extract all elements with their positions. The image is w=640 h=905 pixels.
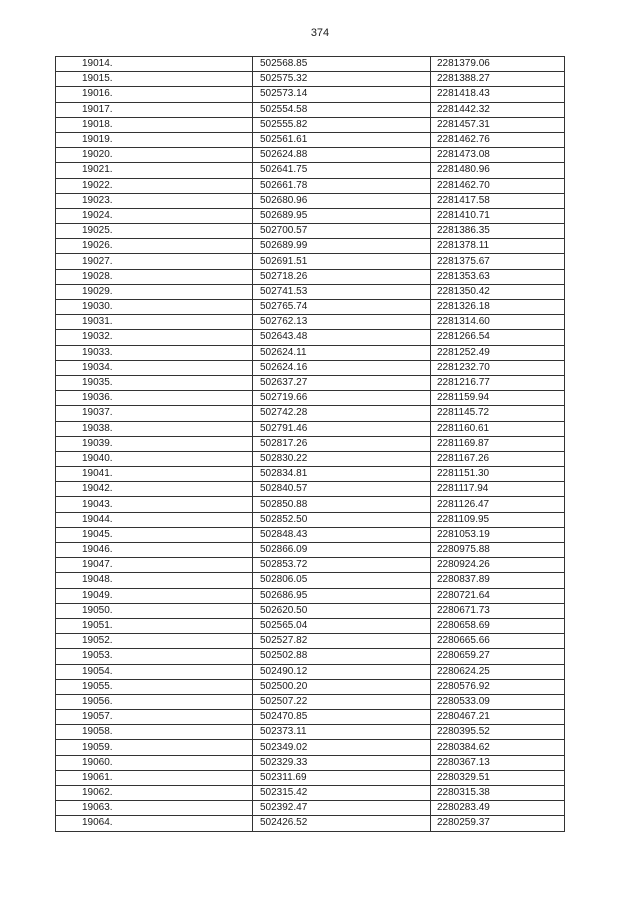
table-row [56,694,565,709]
point-number-cell: 19060. [56,755,253,770]
table-row [56,117,565,132]
y-coordinate-cell: 2281117.94 [431,482,565,497]
point-number-cell: 19043. [56,497,253,512]
x-coordinate-cell: 502490.12 [253,664,431,679]
point-number-cell: 19062. [56,786,253,801]
x-coordinate-cell: 502568.85 [253,57,431,72]
x-coordinate-cell: 502315.42 [253,786,431,801]
y-coordinate-cell: 2280259.37 [431,816,565,831]
x-coordinate-cell: 502806.05 [253,573,431,588]
point-number-cell: 19063. [56,801,253,816]
y-coordinate-cell: 2280283.49 [431,801,565,816]
table-row [56,148,565,163]
y-coordinate-cell: 2281145.72 [431,406,565,421]
point-number-cell: 19054. [56,664,253,679]
y-coordinate-cell: 2281457.31 [431,117,565,132]
coordinates-table [55,56,565,832]
x-coordinate-cell: 502661.78 [253,178,431,193]
table-row [56,816,565,831]
point-number-cell: 19016. [56,87,253,102]
x-coordinate-cell: 502565.04 [253,618,431,633]
x-coordinate-cell: 502848.43 [253,527,431,542]
y-coordinate-cell: 2281167.26 [431,451,565,466]
x-coordinate-cell: 502637.27 [253,375,431,390]
table-row [56,391,565,406]
table-row [56,72,565,87]
point-number-cell: 19026. [56,239,253,254]
point-number-cell: 19048. [56,573,253,588]
y-coordinate-cell: 2280329.51 [431,770,565,785]
y-coordinate-cell: 2280395.52 [431,725,565,740]
point-number-cell: 19024. [56,208,253,223]
y-coordinate-cell: 2280924.26 [431,558,565,573]
point-number-cell: 19037. [56,406,253,421]
point-number-cell: 19015. [56,72,253,87]
x-coordinate-cell: 502741.53 [253,284,431,299]
point-number-cell: 19047. [56,558,253,573]
y-coordinate-cell: 2281480.96 [431,163,565,178]
table-row [56,527,565,542]
point-number-cell: 19019. [56,132,253,147]
y-coordinate-cell: 2281232.70 [431,360,565,375]
table-row [56,603,565,618]
table-row [56,725,565,740]
y-coordinate-cell: 2281252.49 [431,345,565,360]
y-coordinate-cell: 2281053.19 [431,527,565,542]
point-number-cell: 19032. [56,330,253,345]
x-coordinate-cell: 502680.96 [253,193,431,208]
table-row [56,330,565,345]
table-row [56,208,565,223]
x-coordinate-cell: 502691.51 [253,254,431,269]
point-number-cell: 19058. [56,725,253,740]
x-coordinate-cell: 502834.81 [253,467,431,482]
x-coordinate-cell: 502689.95 [253,208,431,223]
y-coordinate-cell: 2281379.06 [431,57,565,72]
point-number-cell: 19064. [56,816,253,831]
x-coordinate-cell: 502349.02 [253,740,431,755]
table-row [56,679,565,694]
point-number-cell: 19045. [56,527,253,542]
y-coordinate-cell: 2280576.92 [431,679,565,694]
y-coordinate-cell: 2281314.60 [431,315,565,330]
y-coordinate-cell: 2280384.62 [431,740,565,755]
y-coordinate-cell: 2281266.54 [431,330,565,345]
table-row [56,132,565,147]
page-number: 374 [310,27,330,39]
table-row [56,467,565,482]
point-number-cell: 19025. [56,224,253,239]
table-row [56,755,565,770]
table-row [56,801,565,816]
x-coordinate-cell: 502575.32 [253,72,431,87]
point-number-cell: 19040. [56,451,253,466]
point-number-cell: 19052. [56,634,253,649]
y-coordinate-cell: 2281375.67 [431,254,565,269]
x-coordinate-cell: 502791.46 [253,421,431,436]
table-row [56,436,565,451]
point-number-cell: 19028. [56,269,253,284]
x-coordinate-cell: 502554.58 [253,102,431,117]
table-row [56,406,565,421]
x-coordinate-cell: 502555.82 [253,117,431,132]
y-coordinate-cell: 2281353.63 [431,269,565,284]
x-coordinate-cell: 502392.47 [253,801,431,816]
x-coordinate-cell: 502470.85 [253,710,431,725]
table-row [56,786,565,801]
x-coordinate-cell: 502620.50 [253,603,431,618]
y-coordinate-cell: 2280975.88 [431,543,565,558]
point-number-cell: 19034. [56,360,253,375]
y-coordinate-cell: 2281378.11 [431,239,565,254]
y-coordinate-cell: 2280315.38 [431,786,565,801]
y-coordinate-cell: 2281326.18 [431,300,565,315]
table-row [56,588,565,603]
x-coordinate-cell: 502852.50 [253,512,431,527]
y-coordinate-cell: 2280467.21 [431,710,565,725]
point-number-cell: 19061. [56,770,253,785]
x-coordinate-cell: 502742.28 [253,406,431,421]
point-number-cell: 19035. [56,375,253,390]
table-row [56,345,565,360]
table-row [56,482,565,497]
y-coordinate-cell: 2280671.73 [431,603,565,618]
table-row [56,512,565,527]
table-row [56,300,565,315]
x-coordinate-cell: 502527.82 [253,634,431,649]
table-row [56,193,565,208]
point-number-cell: 19020. [56,148,253,163]
point-number-cell: 19057. [56,710,253,725]
table-row [56,239,565,254]
point-number-cell: 19014. [56,57,253,72]
y-coordinate-cell: 2280658.69 [431,618,565,633]
y-coordinate-cell: 2281386.35 [431,224,565,239]
point-number-cell: 19039. [56,436,253,451]
y-coordinate-cell: 2281216.77 [431,375,565,390]
y-coordinate-cell: 2281169.87 [431,436,565,451]
x-coordinate-cell: 502700.57 [253,224,431,239]
x-coordinate-cell: 502624.11 [253,345,431,360]
table-row [56,178,565,193]
point-number-cell: 19046. [56,543,253,558]
y-coordinate-cell: 2281151.30 [431,467,565,482]
coordinates-table-body [56,57,565,832]
y-coordinate-cell: 2280721.64 [431,588,565,603]
table-row [56,57,565,72]
x-coordinate-cell: 502719.66 [253,391,431,406]
y-coordinate-cell: 2281442.32 [431,102,565,117]
x-coordinate-cell: 502624.88 [253,148,431,163]
x-coordinate-cell: 502830.22 [253,451,431,466]
table-row [56,102,565,117]
x-coordinate-cell: 502426.52 [253,816,431,831]
y-coordinate-cell: 2281417.58 [431,193,565,208]
table-row [56,163,565,178]
point-number-cell: 19059. [56,740,253,755]
table-row [56,770,565,785]
y-coordinate-cell: 2281473.08 [431,148,565,163]
y-coordinate-cell: 2281126.47 [431,497,565,512]
x-coordinate-cell: 502561.61 [253,132,431,147]
x-coordinate-cell: 502765.74 [253,300,431,315]
table-row [56,497,565,512]
y-coordinate-cell: 2280533.09 [431,694,565,709]
point-number-cell: 19022. [56,178,253,193]
x-coordinate-cell: 502311.69 [253,770,431,785]
table-row [56,360,565,375]
point-number-cell: 19033. [56,345,253,360]
point-number-cell: 19029. [56,284,253,299]
point-number-cell: 19017. [56,102,253,117]
y-coordinate-cell: 2281109.95 [431,512,565,527]
x-coordinate-cell: 502689.99 [253,239,431,254]
y-coordinate-cell: 2280624.25 [431,664,565,679]
table-row [56,87,565,102]
table-row [56,740,565,755]
x-coordinate-cell: 502718.26 [253,269,431,284]
y-coordinate-cell: 2280367.13 [431,755,565,770]
table-row [56,421,565,436]
table-row [56,451,565,466]
x-coordinate-cell: 502866.09 [253,543,431,558]
table-row [56,254,565,269]
y-coordinate-cell: 2281350.42 [431,284,565,299]
y-coordinate-cell: 2280665.66 [431,634,565,649]
x-coordinate-cell: 502624.16 [253,360,431,375]
table-row [56,649,565,664]
x-coordinate-cell: 502329.33 [253,755,431,770]
table-row [56,315,565,330]
table-row [56,224,565,239]
point-number-cell: 19030. [56,300,253,315]
table-row [56,269,565,284]
x-coordinate-cell: 502373.11 [253,725,431,740]
table-row [56,284,565,299]
x-coordinate-cell: 502686.95 [253,588,431,603]
y-coordinate-cell: 2281418.43 [431,87,565,102]
point-number-cell: 19042. [56,482,253,497]
x-coordinate-cell: 502573.14 [253,87,431,102]
point-number-cell: 19049. [56,588,253,603]
y-coordinate-cell: 2281410.71 [431,208,565,223]
table-row [56,664,565,679]
point-number-cell: 19055. [56,679,253,694]
y-coordinate-cell: 2280659.27 [431,649,565,664]
x-coordinate-cell: 502817.26 [253,436,431,451]
point-number-cell: 19053. [56,649,253,664]
y-coordinate-cell: 2280837.89 [431,573,565,588]
y-coordinate-cell: 2281462.70 [431,178,565,193]
y-coordinate-cell: 2281462.76 [431,132,565,147]
table-row [56,573,565,588]
y-coordinate-cell: 2281159.94 [431,391,565,406]
x-coordinate-cell: 502762.13 [253,315,431,330]
point-number-cell: 19038. [56,421,253,436]
point-number-cell: 19056. [56,694,253,709]
point-number-cell: 19031. [56,315,253,330]
table-row [56,375,565,390]
point-number-cell: 19050. [56,603,253,618]
x-coordinate-cell: 502840.57 [253,482,431,497]
x-coordinate-cell: 502507.22 [253,694,431,709]
table-row [56,710,565,725]
point-number-cell: 19023. [56,193,253,208]
point-number-cell: 19018. [56,117,253,132]
y-coordinate-cell: 2281388.27 [431,72,565,87]
point-number-cell: 19041. [56,467,253,482]
table-row [56,618,565,633]
y-coordinate-cell: 2281160.61 [431,421,565,436]
x-coordinate-cell: 502643.48 [253,330,431,345]
point-number-cell: 19036. [56,391,253,406]
point-number-cell: 19051. [56,618,253,633]
table-row [56,634,565,649]
table-row [56,543,565,558]
x-coordinate-cell: 502502.88 [253,649,431,664]
table-row [56,558,565,573]
x-coordinate-cell: 502500.20 [253,679,431,694]
x-coordinate-cell: 502850.88 [253,497,431,512]
x-coordinate-cell: 502641.75 [253,163,431,178]
point-number-cell: 19021. [56,163,253,178]
point-number-cell: 19044. [56,512,253,527]
point-number-cell: 19027. [56,254,253,269]
x-coordinate-cell: 502853.72 [253,558,431,573]
